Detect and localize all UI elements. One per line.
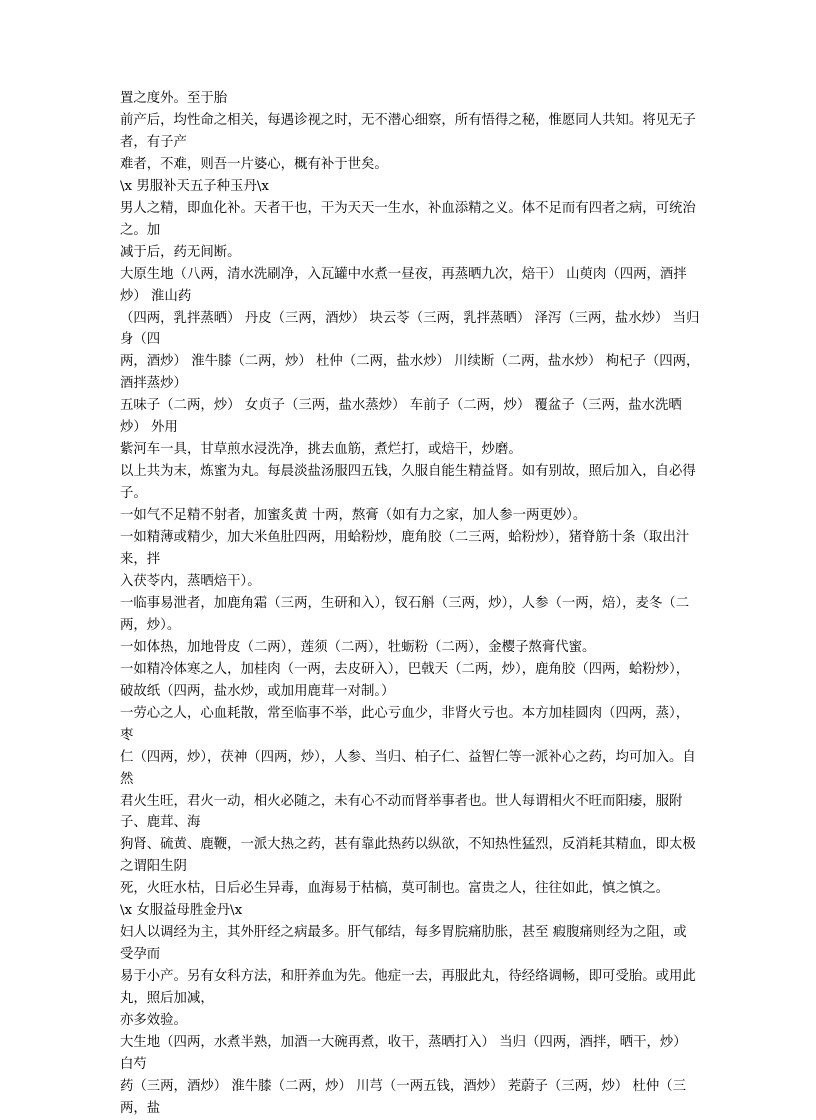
text-line: 一劳心之人，心血耗散，常至临事不举，此心亏血少，非肾火亏也。本方加桂圆肉（四两，蒸），枣: [120, 705, 690, 743]
section-heading: \x 男服补天五子种玉丹\x: [120, 178, 269, 194]
text-line: 狗肾、硫黄、鹿鞭，一派大热之药，甚有靠此热药以纵欲，不知热性猛烈，反消耗其精血，即太极之谓阳生阴: [120, 837, 696, 875]
text-line: 一如气不足精不射者，加蜜炙黄 十两，熬膏（如有力之家，加人参一两更妙）。: [120, 508, 587, 524]
text-line: 入茯苓内，蒸晒焙干）。: [120, 573, 261, 589]
section-heading: \x 女服益母胜金丹\x: [120, 903, 243, 919]
text-line: 置之度外。至于胎: [120, 91, 228, 106]
text-line: 一如体热，加地骨皮（二两），莲须（二两），牡蛎粉（二两），金樱子熬膏代蜜。: [120, 639, 596, 655]
text-line: 男人之精，即血化补。天者干也，干为天天一生水，补血添精之义。体不足而有四者之病，可统治之。加: [120, 200, 696, 238]
text-line: 难者，不难，则吾一片婆心，概有补于世矣。: [120, 156, 388, 172]
text-line: 仁（四两，炒），茯神（四两，炒），人参、当归、柏子仁、益智仁等一派补心之药，均可加入。自然: [120, 749, 696, 787]
text-line: 妇人以调经为主，其外肝经之病最多。肝气郁结，每多胃脘痛肋胀，甚至 瘕腹痛则经为之阻，或受孕而: [120, 925, 687, 963]
text-line: 药（三两，酒炒） 淮牛膝（二两，炒） 川芎（一两五钱，酒炒） 茺蔚子（三两，炒） 杜仲（三两，盐: [120, 1078, 687, 1116]
text-line: 亦多效验。: [120, 1013, 187, 1029]
text-line: 减于后，药无间断。: [120, 244, 241, 260]
text-line: 一如精薄或精少，加大米鱼肚四两，用蛤粉炒，鹿角胶（二三两，蛤粉炒），猪脊筋十条（取出汁来，拌: [120, 530, 690, 568]
text-line: 君火生旺，君火一动，相火必随之，未有心不动而肾举事者也。世人每谓相火不旺而阳痿，服附子、鹿茸、海: [120, 793, 683, 831]
text-line: 大生地（四两，水煮半熟，加酒一大碗再煮，收干，蒸晒打入） 当归（四两，酒拌，晒干，炒） 白芍: [120, 1034, 687, 1072]
text-line: 大原生地（八两，清水洗刷净，入瓦罐中水煮一昼夜，再蒸晒九次，焙干） 山萸肉（四两，酒拌炒） 淮山药: [120, 266, 687, 304]
text-line: 紫河车一具，甘草煎水浸洗净，挑去血筋，煮烂打，或焙干，炒磨。: [120, 442, 522, 458]
text-line: 五味子（二两，炒） 女贞子（三两，盐水蒸炒） 车前子（二两，炒） 覆盆子（三两，盐水洗晒炒） 外用: [120, 398, 682, 436]
text-line: 两，酒炒） 淮牛膝（二两，炒） 杜仲（二两，盐水炒） 川续断（二两，盐水炒） 枸杞子（四两，酒拌蒸炒）: [120, 354, 700, 392]
text-line: 前产后，均性命之相关，每遇诊视之时，无不潜心细察，所有悟得之秘，惟愿同人共知。将见无子者，有子产: [120, 112, 696, 150]
document-body: [120, 88, 700, 1120]
text-line: 死，火旺水枯，日后必生异毒，血海易于枯槁，莫可制也。富贵之人，往往如此，慎之慎之。: [120, 881, 670, 897]
text-line: 易于小产。另有女科方法，和肝养血为先。他症一去，再服此丸，待经络调畅，即可受胎。或用此丸，照后加减，: [120, 969, 696, 1007]
text-line: 以上共为末，炼蜜为丸。每晨淡盐汤服四五钱，久服自能生精益肾。如有别故，照后加入，自必得子。: [120, 464, 696, 502]
text-line: 一如精冷体寒之人，加桂肉（一两，去皮研入），巴戟天（二两，炒），鹿角胶（四两，蛤粉炒），破故纸（四两，盐水炒，或加用鹿茸一对制。）: [120, 661, 690, 699]
text-line: 一临事易泄者，加鹿角霜（三两，生研和入），钗石斛（三两，炒），人参（一两，焙），麦冬（二两，炒）。: [120, 595, 690, 633]
text-line: （四两，乳拌蒸晒） 丹皮（三两，酒炒） 块云苓（三两，乳拌蒸晒） 泽泻（三两，盐水炒） 当归身（四: [120, 310, 700, 348]
